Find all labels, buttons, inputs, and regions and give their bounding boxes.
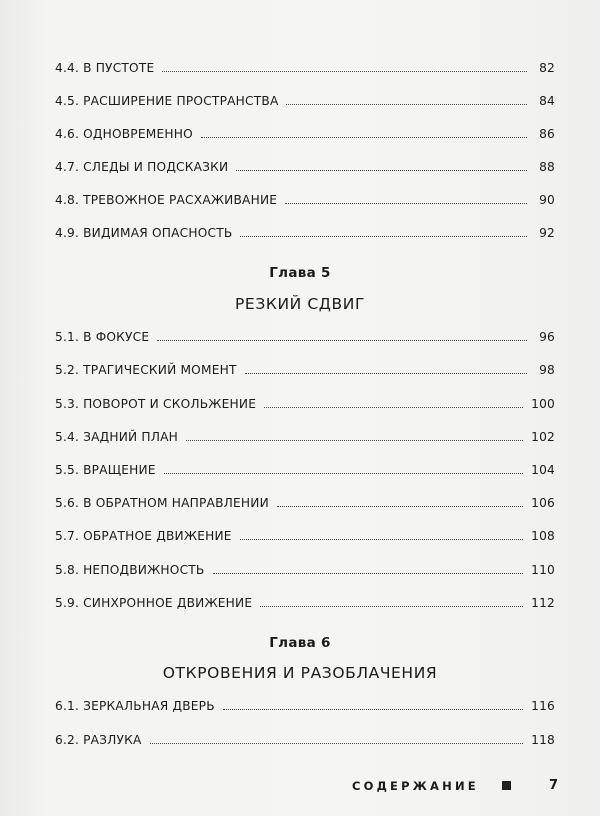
entry-page-number: 108 xyxy=(531,529,555,543)
entry-title: ЗАДНИЙ ПЛАН xyxy=(83,430,179,444)
entry-page-number: 110 xyxy=(531,563,555,577)
dot-leader xyxy=(150,742,524,744)
entry-title: ТРЕВОЖНОЕ РАСХАЖИВАНИЕ xyxy=(83,193,278,207)
entry-number: 4.6. xyxy=(55,127,80,141)
dot-leader xyxy=(186,439,523,441)
toc-entry xyxy=(55,693,555,713)
entry-page-number: 86 xyxy=(539,127,555,141)
toc-entry xyxy=(55,424,555,444)
toc-entry xyxy=(55,154,555,174)
entry-title: РАСШИРЕНИЕ ПРОСТРАНСТВА xyxy=(83,94,279,108)
entry-number: 6.1. xyxy=(55,699,80,713)
entry-number: 5.6. xyxy=(55,496,80,510)
entry-number: 5.2. xyxy=(55,363,80,377)
entry-title: ЗЕРКАЛЬНАЯ ДВЕРЬ xyxy=(83,699,215,713)
page-number: 7 xyxy=(549,778,559,793)
entry-page-number: 82 xyxy=(539,61,555,75)
entry-title: В ФОКУСЕ xyxy=(83,330,150,344)
entry-page-number: 92 xyxy=(539,226,555,240)
chapter-label: Глава 5 xyxy=(269,265,331,281)
dot-leader xyxy=(277,505,523,507)
entry-number: 5.9. xyxy=(55,596,80,610)
entry-page-number: 90 xyxy=(539,193,555,207)
toc-entry xyxy=(55,220,555,240)
entry-title: В ПУСТОТЕ xyxy=(83,61,155,75)
dot-leader xyxy=(260,605,523,607)
entry-page-number: 118 xyxy=(531,733,555,747)
toc-entry xyxy=(55,391,555,411)
entry-title: В ОБРАТНОМ НАПРАВЛЕНИИ xyxy=(83,496,269,510)
dot-leader xyxy=(201,136,527,138)
entry-number: 5.5. xyxy=(55,463,80,477)
entry-page-number: 96 xyxy=(539,330,555,344)
toc-entry xyxy=(55,590,555,610)
entry-page-number: 88 xyxy=(539,160,555,174)
toc-entry xyxy=(55,55,555,75)
square-marker-icon xyxy=(502,781,511,790)
dot-leader xyxy=(236,169,527,171)
toc-entry xyxy=(55,557,555,577)
entry-page-number: 100 xyxy=(531,397,555,411)
dot-leader xyxy=(164,472,523,474)
entry-title: РАЗЛУКА xyxy=(83,733,142,747)
entry-title: ОБРАТНОЕ ДВИЖЕНИЕ xyxy=(83,529,232,543)
entry-number: 4.4. xyxy=(55,61,80,75)
toc-entry xyxy=(55,490,555,510)
dot-leader xyxy=(213,572,524,574)
dot-leader xyxy=(157,339,527,341)
dot-leader xyxy=(264,406,523,408)
entry-title: СЛЕДЫ И ПОДСКАЗКИ xyxy=(83,160,229,174)
entry-number: 4.7. xyxy=(55,160,80,174)
entry-title: ТРАГИЧЕСКИЙ МОМЕНТ xyxy=(83,363,237,377)
toc-entry xyxy=(55,523,555,543)
entry-number: 6.2. xyxy=(55,733,80,747)
entry-number: 4.8. xyxy=(55,193,80,207)
dot-leader xyxy=(285,202,527,204)
entry-number: 5.7. xyxy=(55,529,80,543)
toc-entry xyxy=(55,121,555,141)
entry-title: ПОВОРОТ И СКОЛЬЖЕНИЕ xyxy=(83,397,257,411)
chapter-title: РЕЗКИЙ СДВИГ xyxy=(234,295,365,313)
chapter-label: Глава 6 xyxy=(269,635,331,651)
dot-leader xyxy=(245,372,527,374)
entry-number: 5.1. xyxy=(55,330,80,344)
toc-entry xyxy=(55,324,555,344)
entry-number: 5.3. xyxy=(55,397,80,411)
running-footer-section: СОДЕРЖАНИЕ xyxy=(352,779,479,793)
dot-leader xyxy=(162,70,527,72)
entry-number: 5.4. xyxy=(55,430,80,444)
entry-title: СИНХРОННОЕ ДВИЖЕНИЕ xyxy=(83,596,253,610)
dot-leader xyxy=(240,538,523,540)
entry-page-number: 106 xyxy=(531,496,555,510)
entry-page-number: 102 xyxy=(531,430,555,444)
dot-leader xyxy=(223,708,523,710)
entry-title: ВИДИМАЯ ОПАСНОСТЬ xyxy=(83,226,233,240)
toc-entry xyxy=(55,88,555,108)
entry-page-number: 98 xyxy=(539,363,555,377)
entry-title: ВРАЩЕНИЕ xyxy=(83,463,156,477)
entry-page-number: 84 xyxy=(539,94,555,108)
entry-number: 4.5. xyxy=(55,94,80,108)
entry-page-number: 112 xyxy=(531,596,555,610)
entry-title: ОДНОВРЕМЕННО xyxy=(83,127,193,141)
toc-entry xyxy=(55,357,555,377)
entry-page-number: 116 xyxy=(531,699,555,713)
entry-number: 5.8. xyxy=(55,563,80,577)
toc-entry xyxy=(55,727,555,747)
dot-leader xyxy=(240,235,527,237)
entry-page-number: 104 xyxy=(531,463,555,477)
dot-leader xyxy=(286,103,527,105)
toc-entry xyxy=(55,187,555,207)
entry-number: 4.9. xyxy=(55,226,80,240)
entry-title: НЕПОДВИЖНОСТЬ xyxy=(83,563,205,577)
chapter-title: ОТКРОВЕНИЯ И РАЗОБЛАЧЕНИЯ xyxy=(162,664,438,682)
toc-entry xyxy=(55,457,555,477)
